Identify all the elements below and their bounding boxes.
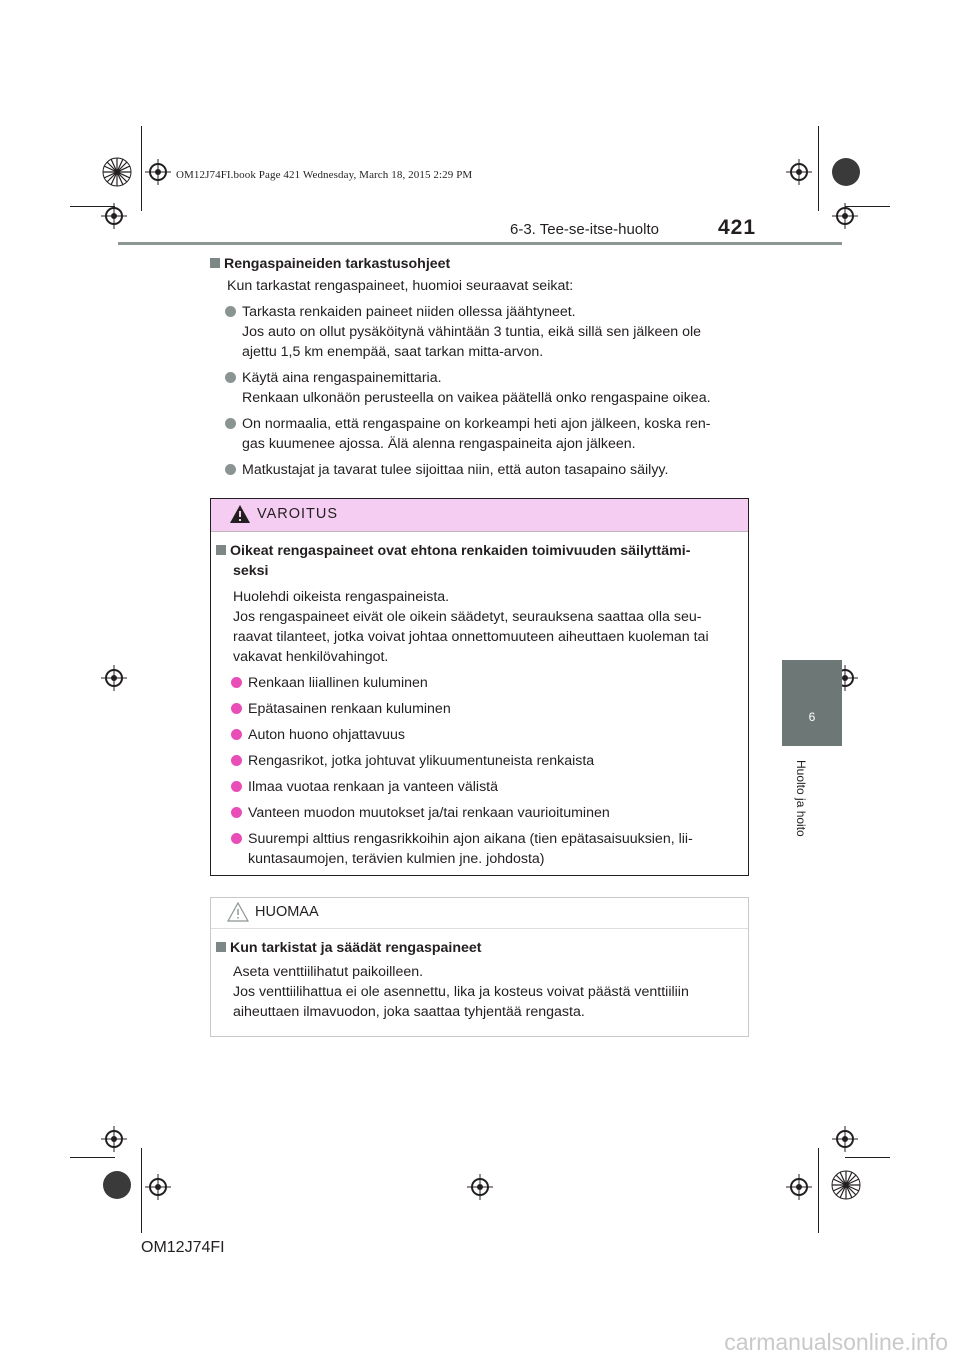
notice-box xyxy=(210,897,749,1037)
chapter-title: Huolto ja hoito xyxy=(794,760,808,837)
bullet-icon xyxy=(231,729,242,740)
bullet-icon xyxy=(225,464,236,475)
caution-triangle-icon xyxy=(227,902,249,922)
bullet-icon xyxy=(231,677,242,688)
registration-mark xyxy=(786,1174,812,1200)
bullet-icon xyxy=(225,372,236,383)
bullet-icon xyxy=(231,703,242,714)
bullet-icon xyxy=(231,755,242,766)
registration-mark xyxy=(145,1174,171,1200)
warning-label: VAROITUS xyxy=(257,506,339,522)
list-item: On normaalia, että rengaspaine on korkeampi heti ajon jälkeen, koska ren- gas kuumenee ajossa. Älä alenna rengaspaineita ajon jälkeen. xyxy=(210,414,750,454)
warning-triangle-icon xyxy=(229,504,251,524)
registration-mark xyxy=(832,203,858,229)
notice-text: Jos venttiilihattua ei ole asennettu, lika ja kosteus voivat päästä venttiiliin xyxy=(233,984,689,1000)
chapter-number: 6 xyxy=(808,710,816,724)
bullet-icon xyxy=(225,306,236,317)
registration-mark xyxy=(101,665,127,691)
section-intro: Kun tarkastat rengaspaineet, huomioi seuraavat seikat: xyxy=(227,278,574,294)
color-disc-mark xyxy=(102,1170,132,1200)
warning-box xyxy=(210,498,749,876)
list-item: Tarkasta renkaiden paineet niiden ollessa jäähtyneet. Jos auto on ollut pysäköitynä vähintään 3 tuntia, eikä sillä sen jälkeen ole ajettu 1,5 km enempää, saat tarkan mitta-arvon. xyxy=(210,302,750,362)
notice-text: aiheuttaen ilmavuodon, joka saattaa tyhjentää rengasta. xyxy=(233,1004,585,1020)
list-item: Rengasrikot, jotka johtuvat ylikuumentuneista renkaista xyxy=(216,751,740,771)
book-info: OM12J74FI.book Page 421 Wednesday, March 18, 2015 2:29 PM xyxy=(176,169,473,181)
warning-text: raavat tilanteet, jotka voivat johtaa onnettomuuteen aiheuttaen kuoleman tai xyxy=(233,629,709,645)
registration-mark xyxy=(467,1174,493,1200)
bullet-icon xyxy=(231,807,242,818)
square-bullet-icon xyxy=(210,258,220,268)
bullet-icon xyxy=(231,781,242,792)
section-heading: 6-3. Tee-se-itse-huolto xyxy=(510,221,659,238)
registration-mark xyxy=(832,1126,858,1152)
warning-text: vakavat henkilövahingot. xyxy=(233,649,389,665)
watermark: carmanualsonline.info xyxy=(724,1329,948,1355)
list-item: Auton huono ohjattavuus xyxy=(216,725,740,745)
warning-text: Jos rengaspaineet eivät ole oikein säädetyt, seurauksena saattaa olla seu- xyxy=(233,609,702,625)
list-item: Renkaan liiallinen kuluminen xyxy=(216,673,740,693)
color-burst-mark xyxy=(831,1170,861,1200)
section-title: Rengaspaineiden tarkastusohjeet xyxy=(210,254,750,274)
list-item: Käytä aina rengaspainemittaria. Renkaan ulkonäön perusteella on vaikea päätellä onko rengaspaine oikea. xyxy=(210,368,750,408)
registration-mark xyxy=(145,159,171,185)
warning-title-cont: seksi xyxy=(233,563,269,579)
list-item: Ilmaa vuotaa renkaan ja vanteen välistä xyxy=(216,777,740,797)
bullet-icon xyxy=(225,418,236,429)
page-number: 421 xyxy=(718,216,757,239)
registration-mark xyxy=(101,203,127,229)
registration-mark xyxy=(786,159,812,185)
square-bullet-icon xyxy=(216,545,226,555)
notice-label: HUOMAA xyxy=(255,904,319,920)
notice-body xyxy=(216,938,740,1022)
notice-header xyxy=(211,898,748,929)
notice-text: Aseta venttiilihatut paikoilleen. xyxy=(233,964,424,980)
color-burst-mark xyxy=(102,157,132,187)
tire-pressure-section xyxy=(210,254,750,480)
list-item: Matkustajat ja tavarat tulee sijoittaa niin, että auton tasapaino säilyy. xyxy=(210,460,750,480)
chapter-tab xyxy=(782,660,842,746)
registration-mark xyxy=(101,1126,127,1152)
bullet-icon xyxy=(231,833,242,844)
warning-body xyxy=(216,541,740,869)
warning-header xyxy=(211,499,748,532)
header-rule xyxy=(118,242,842,245)
notice-title: Kun tarkistat ja säädät rengaspaineet xyxy=(216,938,740,958)
list-item: Epätasainen renkaan kuluminen xyxy=(216,699,740,719)
manual-code: OM12J74FI xyxy=(141,1239,225,1256)
list-item: Suurempi alttius rengasrikkoihin ajon aikana (tien epätasaisuuksien, lii- kuntasaumojen, terävien kulmien jne. johdosta) xyxy=(216,829,740,869)
list-item: Vanteen muodon muutokset ja/tai renkaan vaurioituminen xyxy=(216,803,740,823)
warning-title: Oikeat rengaspaineet ovat ehtona renkaiden toimivuuden säilyttämi- xyxy=(216,541,740,561)
warning-text: Huolehdi oikeista rengaspaineista. xyxy=(233,589,450,605)
square-bullet-icon xyxy=(216,942,226,952)
color-disc-mark xyxy=(831,157,861,187)
